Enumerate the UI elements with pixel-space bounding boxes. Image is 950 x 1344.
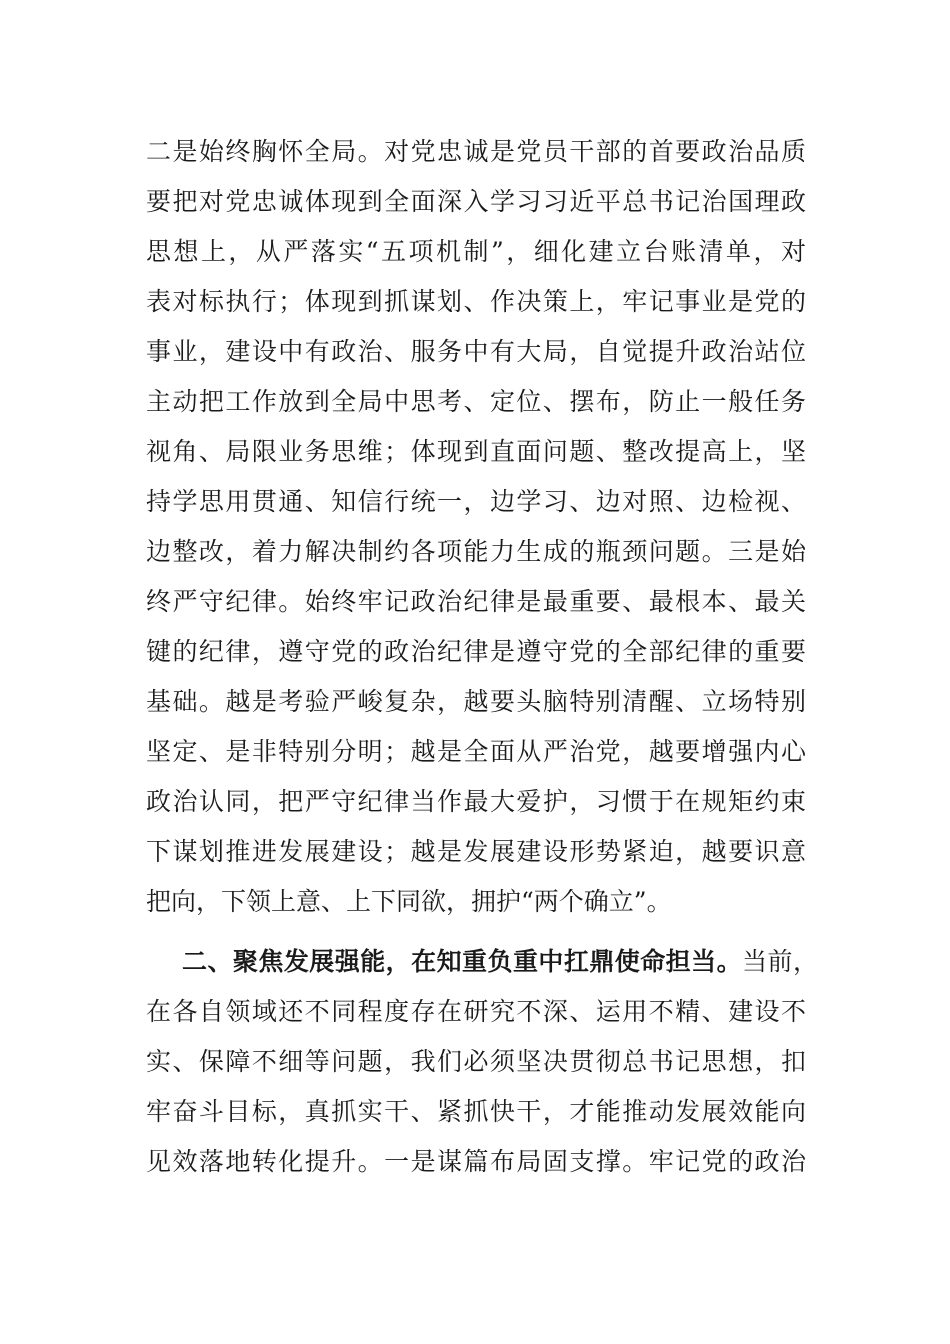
body-text-line: 在各自领域还不同程度存在研究不深、运用不精、建设不 [146,997,806,1026]
body-text-line: 持学思用贯通、知信行统一，边学习、边对照、边检视、 [146,487,806,516]
section-heading-line [182,942,818,982]
body-text-line: 下谋划推进发展建设；越是发展建设形势紧迫，越要识意 [146,837,806,866]
body-text-line: 要把对党忠诚体现到全面深入学习习近平总书记治国理政 [146,187,806,216]
body-text-line: 事业，建设中有政治、服务中有大局，自觉提升政治站位 [146,337,806,366]
section-heading-continuation: 当前， [742,947,818,976]
body-text-line: 政治认同，把严守纪律当作最大爱护，习惯于在规矩约束 [146,787,806,816]
body-text-line: 思想上，从严落实“五项机制”，细化建立台账清单，对 [146,237,806,266]
body-text-line: 牢奋斗目标，真抓实干、紧抓快干，才能推动发展效能向 [146,1097,806,1126]
body-text-line: 实、保障不细等问题，我们必须坚决贯彻总书记思想，扣 [146,1047,806,1076]
body-text-line: 视角、局限业务思维；体现到直面问题、整改提高上，坚 [146,437,806,466]
body-text-line: 边整改，着力解决制约各项能力生成的瓶颈问题。三是始 [146,537,806,566]
body-text-line: 二是始终胸怀全局。对党忠诚是党员干部的首要政治品质 [146,137,806,166]
body-text-line: 键的纪律，遵守党的政治纪律是遵守党的全部纪律的重要 [146,637,806,666]
body-text-line: 表对标执行；体现到抓谋划、作决策上，牢记事业是党的 [146,287,806,316]
body-text-line: 主动把工作放到全局中思考、定位、摆布，防止一般任务 [146,387,806,416]
body-text-line: 基础。越是考验严峻复杂，越要头脑特别清醒、立场特别 [146,687,806,716]
body-text-line: 坚定、是非特别分明；越是全面从严治党，越要增强内心 [146,737,806,766]
body-text-line: 见效落地转化提升。一是谋篇布局固支撑。牢记党的政治 [146,1147,806,1176]
body-text-line: 终严守纪律。始终牢记政治纪律是最重要、最根本、最关 [146,587,806,616]
body-text-line: 把向，下领上意、上下同欲，拥护“两个确立”。 [146,887,672,916]
section-heading: 二、聚焦发展强能，在知重负重中扛鼎使命担当。 [182,947,743,976]
